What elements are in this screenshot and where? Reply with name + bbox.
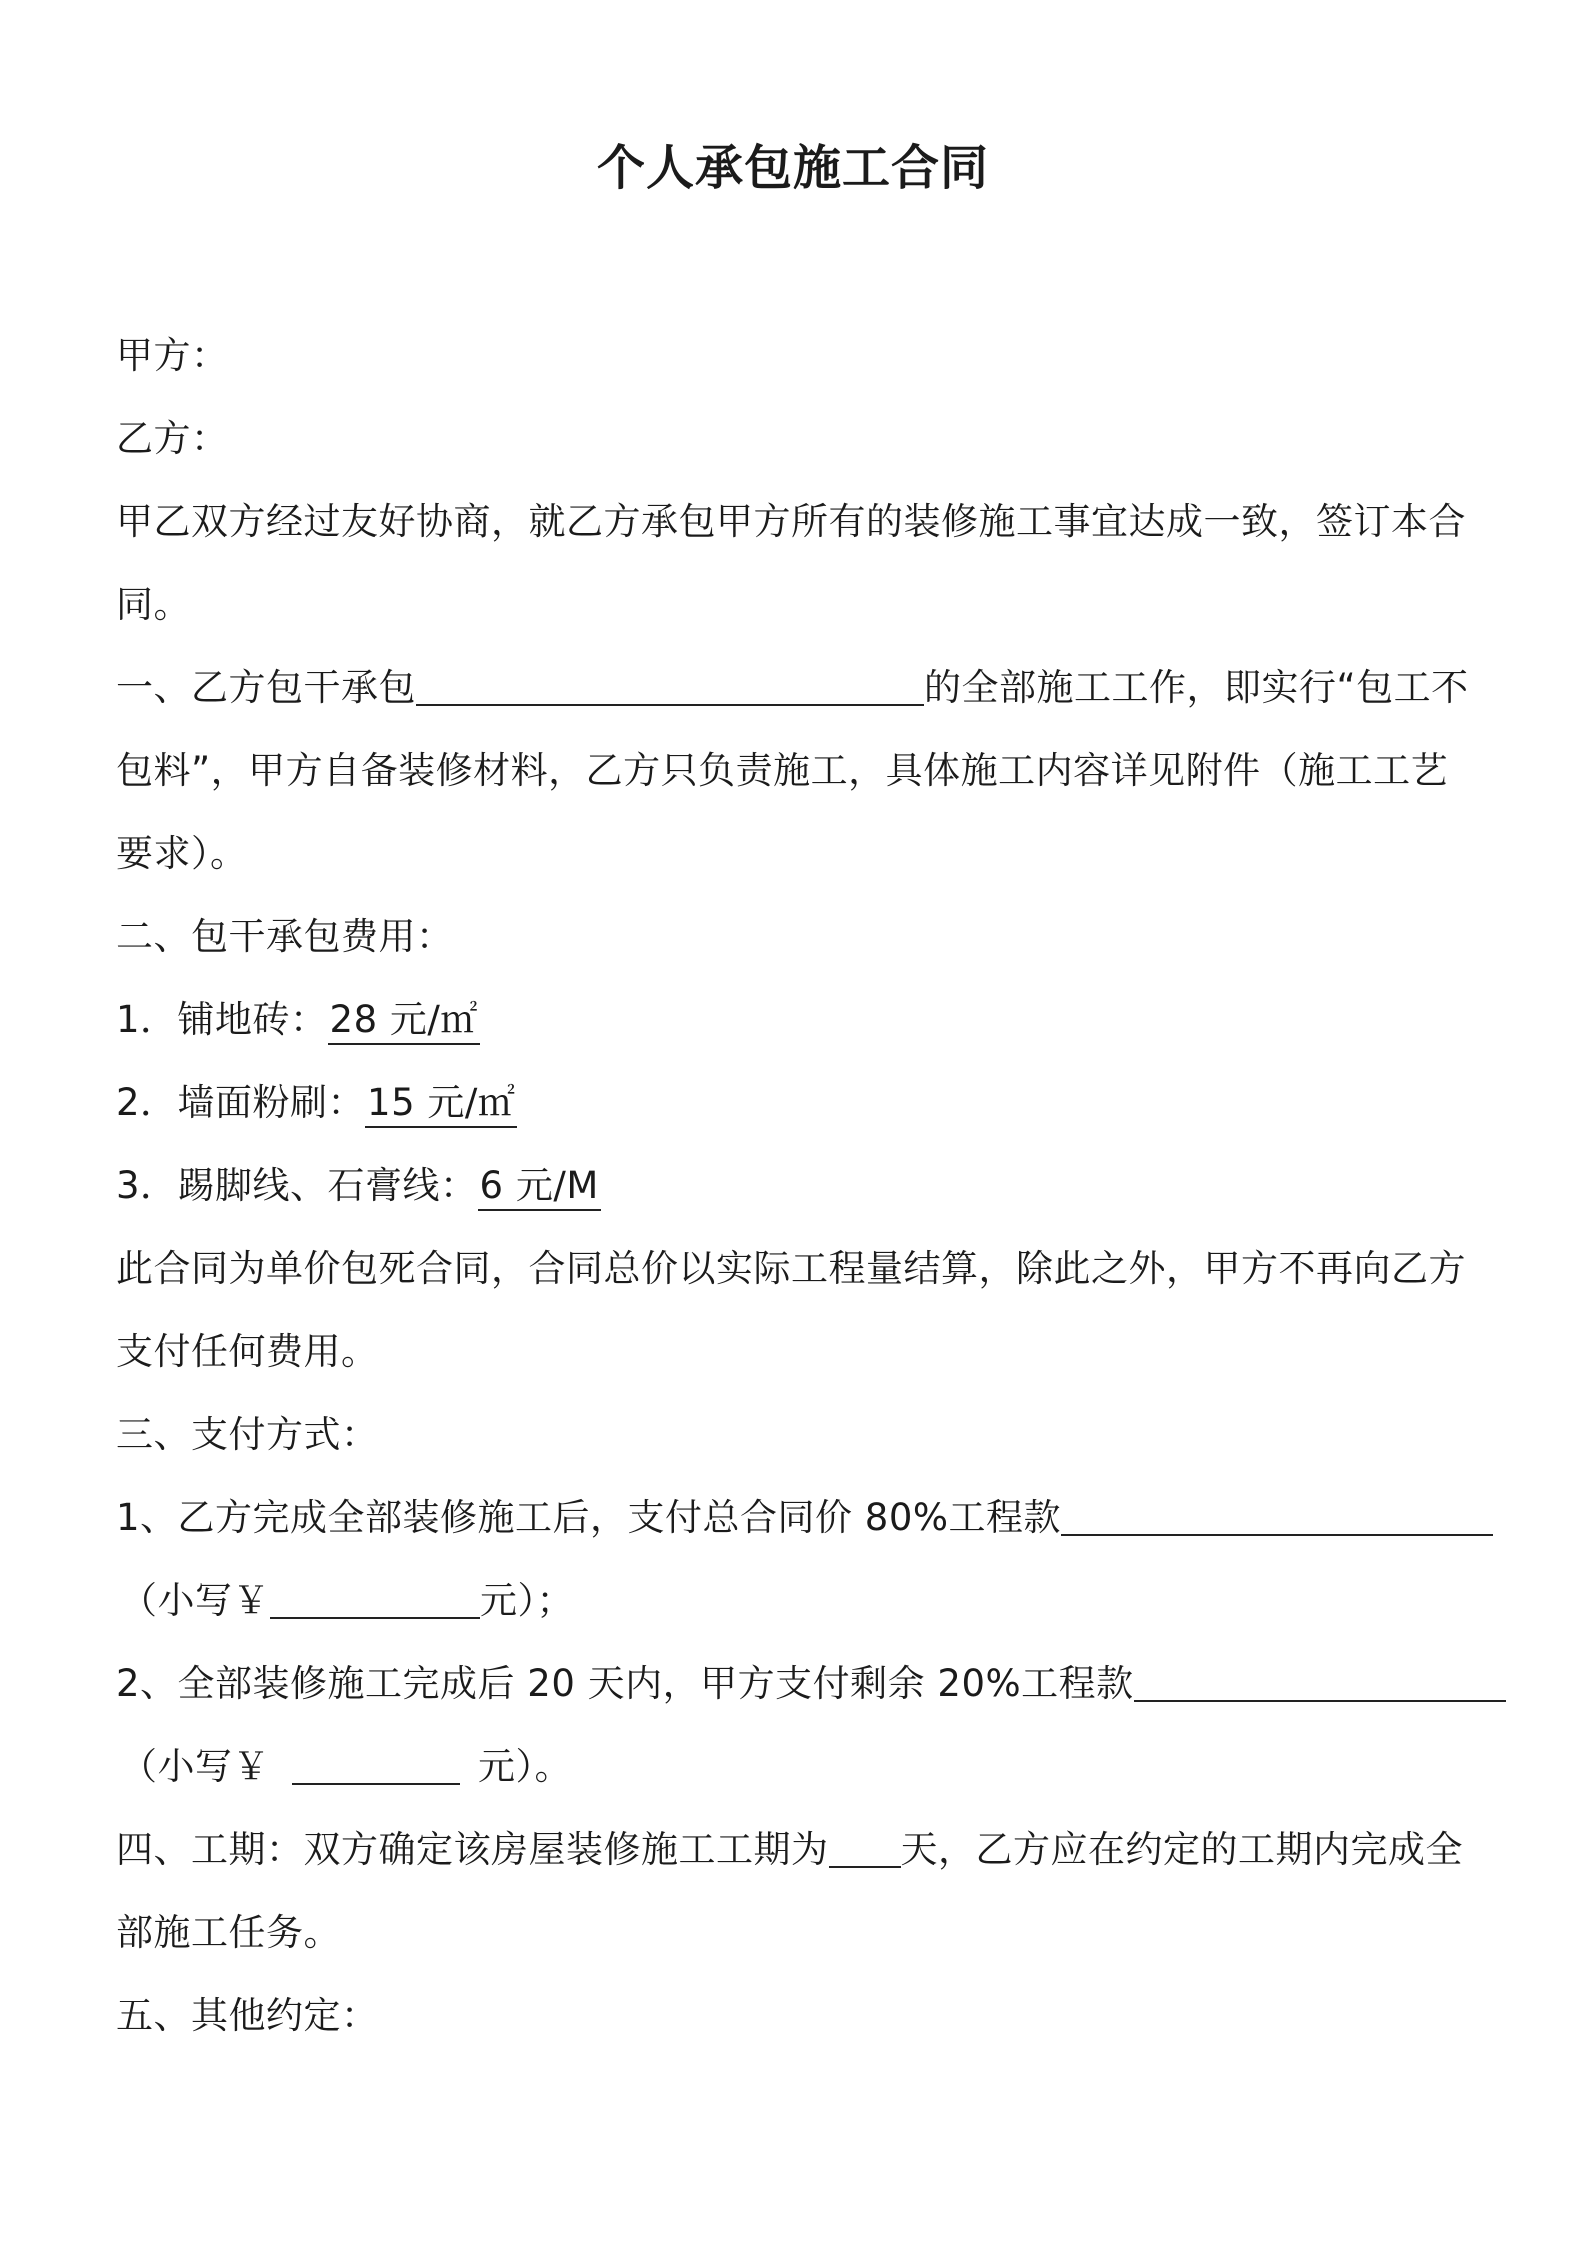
small-amount-suffix: 元）； [480, 1579, 574, 1622]
duration-days-field[interactable] [829, 1826, 901, 1868]
fee-value: 6 元/M [478, 1164, 601, 1211]
section-1-prefix: 一、乙方包干承包 [116, 666, 416, 709]
scope-blank-field[interactable] [416, 664, 924, 706]
fee-label: 2．墙面粉刷： [116, 1081, 366, 1124]
section-1-suffix: 的全部施工工作，即实行“包工不 [924, 666, 1469, 709]
fee-item-floor-tile [116, 994, 480, 1046]
payment-2-line [116, 1658, 1506, 1710]
section-1-line: 包料”，甲方自备装修材料，乙方只负责施工，具体施工内容详见附件（施工工艺 [116, 749, 1449, 792]
payment-2-small-field[interactable] [292, 1743, 460, 1785]
payment-1-text: 1、乙方完成全部装修施工后，支付总合同价 80%工程款 [116, 1496, 1062, 1539]
payment-1-small-field[interactable] [270, 1577, 480, 1619]
intro-paragraph-line: 同。 [116, 583, 191, 626]
fee-value: 28 元/㎡ [328, 998, 480, 1045]
section-2-heading: 二、包干承包费用： [116, 915, 454, 958]
section-4-prefix: 四、工期：双方确定该房屋装修施工工期为 [116, 1828, 829, 1871]
party-b-label: 乙方： [116, 417, 229, 460]
small-amount-prefix: （小写￥ [120, 1579, 270, 1622]
payment-1-amount-field[interactable] [1061, 1494, 1493, 1536]
payment-2-amount-field[interactable] [1134, 1660, 1506, 1702]
payment-2-text: 2、全部装修施工完成后 20 天内，甲方支付剩余 20%工程款 [116, 1662, 1134, 1705]
small-amount-prefix: （小写￥ [120, 1745, 270, 1788]
section-1-line: 要求）。 [116, 832, 248, 875]
section-3-heading: 三、支付方式： [116, 1413, 379, 1456]
intro-paragraph-line: 甲乙双方经过友好协商，就乙方承包甲方所有的装修施工事宜达成一致，签订本合 [116, 500, 1466, 543]
payment-1-line [116, 1492, 1493, 1544]
fee-value: 15 元/㎡ [365, 1081, 517, 1128]
section-4-line [116, 1824, 1463, 1876]
section-2-note-line: 此合同为单价包死合同，合同总价以实际工程量结算，除此之外，甲方不再向乙方 [116, 1247, 1466, 1290]
section-4-suffix: 天，乙方应在约定的工期内完成全 [900, 1828, 1463, 1871]
fee-label: 1．铺地砖： [116, 998, 328, 1041]
fee-item-skirting [116, 1160, 601, 1212]
section-2-note-line: 支付任何费用。 [116, 1330, 379, 1373]
section-4-line: 部施工任务。 [116, 1911, 341, 1954]
payment-2-small-line [120, 1741, 572, 1793]
fee-label: 3．踢脚线、石膏线： [116, 1164, 478, 1207]
party-a-label: 甲方： [116, 334, 229, 377]
document-title: 个人承包施工合同 [596, 140, 989, 196]
section-5-heading: 五、其他约定： [116, 1994, 379, 2037]
fee-item-wall-paint [116, 1077, 517, 1129]
section-1-line [116, 662, 1469, 714]
small-amount-suffix: 元）。 [478, 1745, 572, 1788]
payment-1-small-line [120, 1575, 574, 1627]
